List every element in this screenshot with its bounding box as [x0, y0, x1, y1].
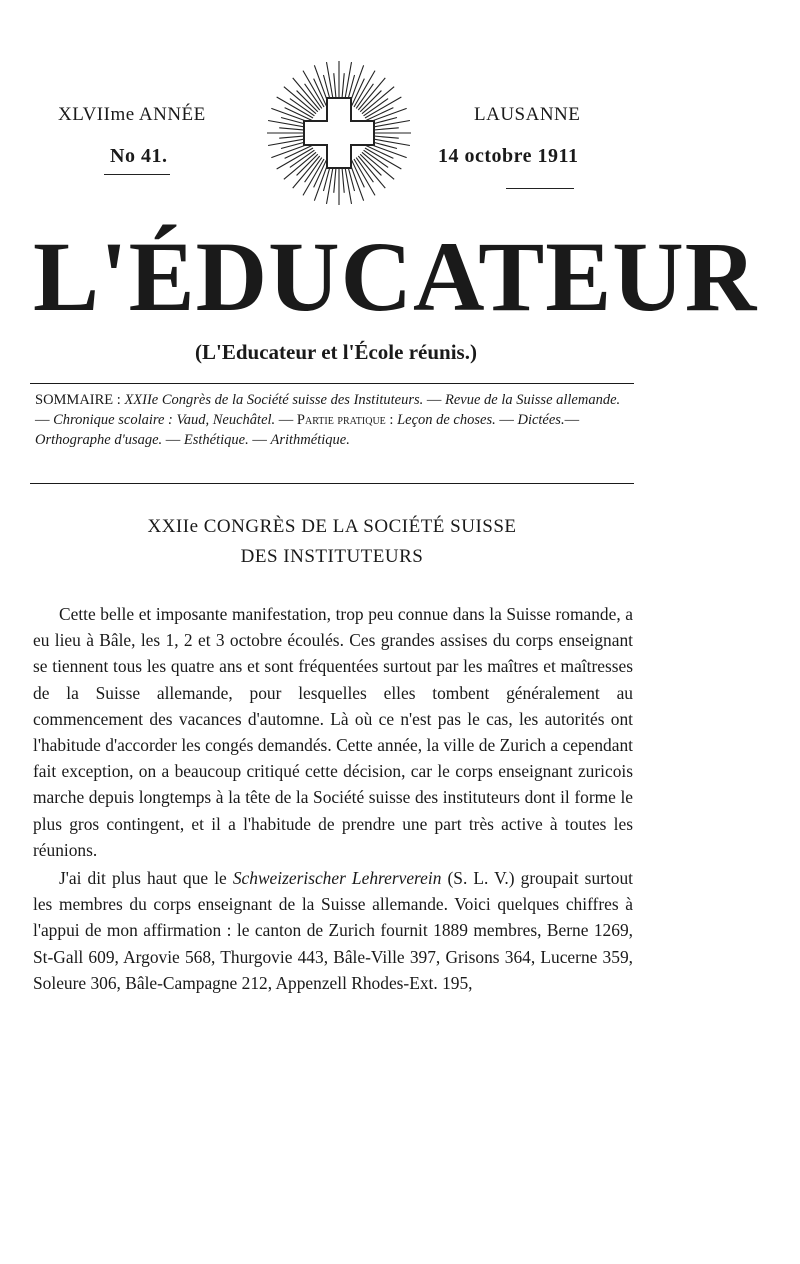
emblem-ray: [297, 91, 318, 112]
top-divider: [30, 383, 634, 384]
article-heading-line2: DES INSTITUTEURS: [240, 546, 424, 567]
article-heading: XXIIe CONGRÈS DE LA SOCIÉTÉ SUISSE: [147, 516, 517, 537]
emblem-ray: [297, 154, 318, 175]
emblem-ray: [303, 71, 324, 107]
publication-city: LAUSANNE: [474, 104, 581, 125]
emblem-ray: [360, 91, 381, 112]
paragraph-text: (S. L. V.) groupait surtout les membres du corps enseignant de la Suisse allemande. Voici quelques chiffres à l'appui de mon affirmation : le canton de Zurich fournit 1889 membres, Berne 1269, St-Gall 609, Argovie 568, Thurgovie 443, Bâle-Ville 397, Grisons 364, Lucerne 359, Soleure 306, Bâle-Campagne 212, Appenzell Rhodes-Ext. 195,: [33, 868, 633, 993]
issue-date: 14 octobre 1911: [438, 145, 579, 167]
emblem-ray: [365, 148, 401, 169]
issue-underline: [104, 174, 170, 175]
sommaire-separator: —: [564, 412, 580, 428]
emblem-ray: [303, 159, 324, 195]
sommaire-separator: —: [35, 412, 54, 428]
article-body: [33, 601, 633, 996]
sommaire-separator: :: [385, 412, 398, 428]
bottom-divider: [30, 483, 634, 484]
sommaire-item: Chronique scolaire : Vaud, Neuchâtel.: [53, 412, 276, 428]
emblem-ray: [277, 97, 313, 118]
paragraph-italic: Schweizerischer Lehrerverein: [232, 868, 442, 889]
issue-number: No 41.: [110, 145, 168, 167]
sommaire-item: Partie pratique: [296, 412, 386, 428]
emblem-ray: [277, 148, 313, 169]
table-of-contents: [35, 390, 635, 450]
swiss-cross-emblem-icon: [264, 58, 414, 208]
sommaire-separator: —: [495, 412, 518, 428]
emblem-ray: [360, 154, 381, 175]
paragraph: [33, 865, 633, 996]
paragraph: Cette belle et imposante manifestation, trop peu connue dans la Suisse romande, a eu lieu à Bâle, les 1, 2 et 3 octobre écoulés. Ces grandes assises du corps enseignant se tiennent tous les quatre ans et sont fréquentées surtout par les maîtres et maîtresses de la Suisse allemande, pour lesquelles elles tombent généralement au commencement des vacances d'automne. Là où ce n'est pas le cas, les autorités ont l'habitude d'accorder les congés demandés. Cette année, la ville de Zurich a cependant fait exception, on a beaucoup critiqué cette décision, car le corps enseignant zuricois marche depuis longtemps à la tête de la Société suisse des instituteurs dont il forme le plus gros contingent, et il a l'habitude de prendre une part très active à toutes les réunions.: [33, 604, 633, 860]
sommaire-item: Arithmétique.: [270, 432, 350, 448]
journal-title: L'ÉDUCATEUR: [33, 221, 758, 332]
sommaire-item: Esthétique.: [183, 432, 249, 448]
sommaire-separator: —: [275, 412, 297, 428]
sommaire-item: Dictées.: [517, 412, 565, 428]
emblem-ray: [365, 97, 401, 118]
volume-year: XLVIIme ANNÉE: [58, 104, 206, 125]
paragraph-text: J'ai dit plus haut que le: [59, 868, 233, 889]
date-underline: [506, 188, 574, 189]
sommaire-label: SOMMAIRE :: [35, 392, 125, 408]
sommaire-item: Revue de la Suisse allemande.: [445, 392, 621, 408]
journal-subtitle: (L'Educateur et l'École réunis.): [195, 340, 477, 364]
sommaire-item: Leçon de choses.: [397, 412, 496, 428]
emblem-ray: [354, 159, 375, 195]
sommaire-item: XXIIe Congrès de la Société suisse des Instituteurs.: [124, 392, 424, 408]
sommaire-separator: —: [162, 432, 184, 448]
emblem-ray: [354, 71, 375, 107]
sommaire-separator: —: [423, 392, 445, 408]
sommaire-item: Orthographe d'usage.: [35, 432, 163, 448]
sommaire-separator: —: [248, 432, 271, 448]
